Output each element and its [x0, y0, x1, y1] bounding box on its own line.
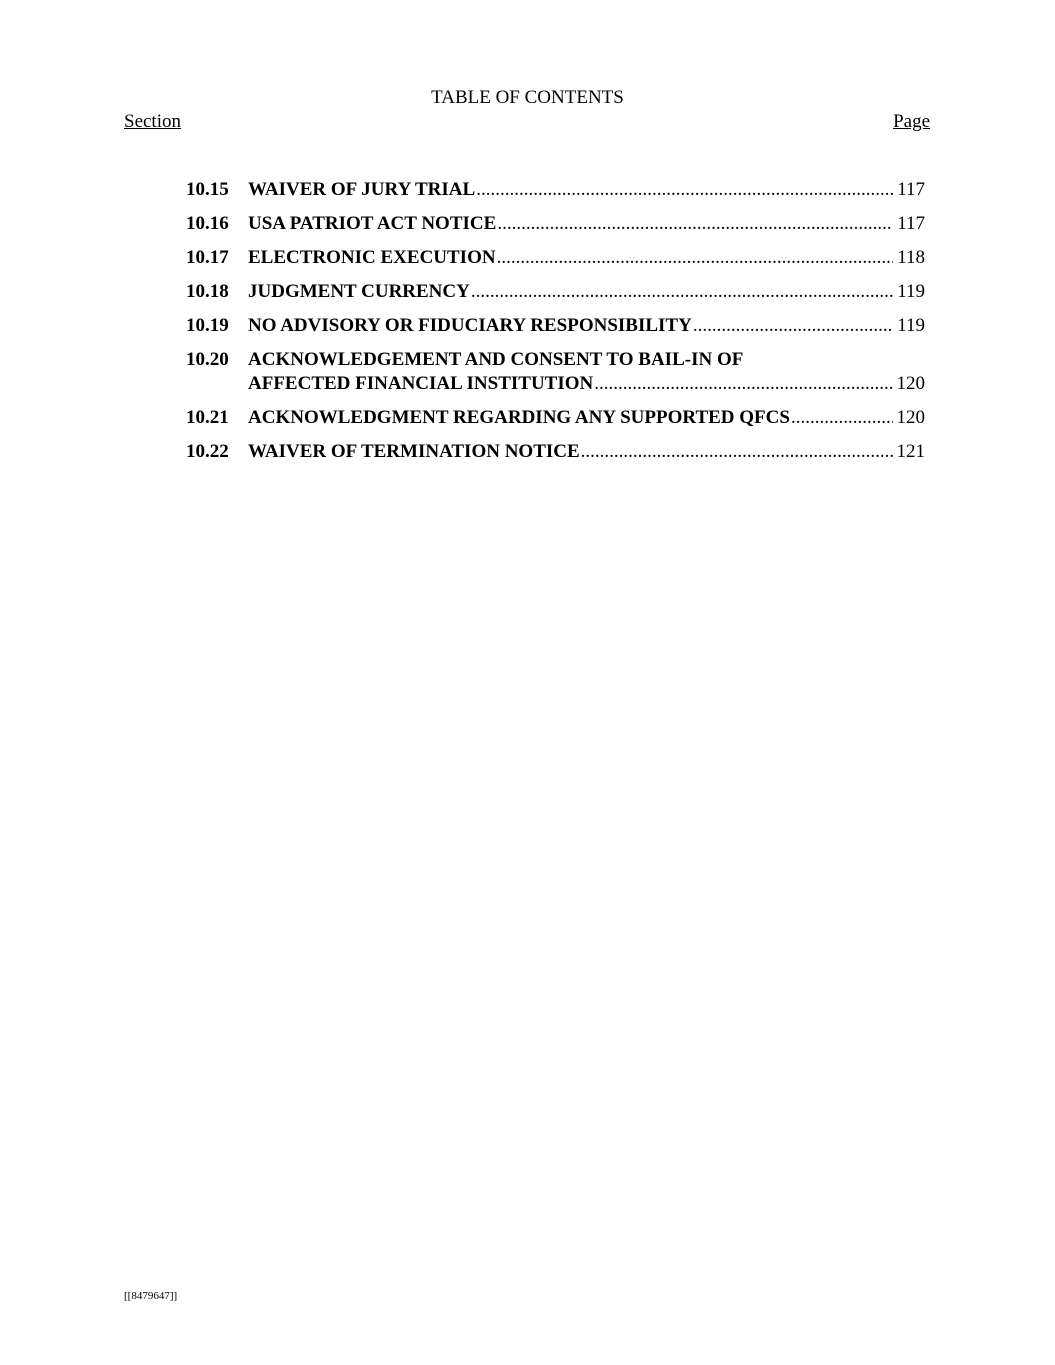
toc-entry-title: ELECTRONIC EXECUTION: [248, 247, 496, 268]
toc-entry[interactable]: [186, 406, 925, 430]
toc-entry-number: 10.17: [186, 247, 229, 268]
toc-entry-number: 10.18: [186, 281, 229, 302]
toc-entry-page: 117: [897, 213, 925, 234]
toc-entry-line: [248, 406, 925, 430]
dot-leader: [791, 406, 893, 430]
dot-leader: [476, 178, 893, 202]
toc-entry-number: 10.20: [186, 349, 229, 370]
toc-entry-number: 10.15: [186, 179, 229, 200]
toc-entry-line: [248, 372, 925, 396]
toc-entry-title: WAIVER OF TERMINATION NOTICE: [248, 441, 580, 462]
toc-entry[interactable]: [186, 212, 925, 236]
toc-entry-page: 119: [897, 281, 925, 302]
toc-entry[interactable]: [186, 178, 925, 202]
toc-entry[interactable]: [186, 348, 925, 396]
toc-entry-number: 10.21: [186, 407, 229, 428]
toc-entry[interactable]: [186, 280, 925, 304]
toc-list: [186, 178, 925, 474]
toc-entry-number: 10.16: [186, 213, 229, 234]
toc-entry-page: 118: [897, 247, 925, 268]
dot-leader: [497, 246, 894, 270]
dot-leader: [581, 440, 893, 464]
toc-entry-line: [248, 212, 925, 236]
toc-entry-line: [248, 314, 925, 338]
toc-entry-title: USA PATRIOT ACT NOTICE: [248, 213, 497, 234]
toc-entry[interactable]: [186, 246, 925, 270]
toc-entry-title-continued: AFFECTED FINANCIAL INSTITUTION: [248, 373, 594, 394]
toc-entry-line: [248, 280, 925, 304]
toc-entry-title: ACKNOWLEDGMENT REGARDING ANY SUPPORTED QFCS: [248, 407, 790, 428]
toc-entry-line: [248, 348, 925, 372]
dot-leader: [594, 372, 892, 396]
toc-entry-line: [248, 178, 925, 202]
toc-entry-title: JUDGMENT CURRENCY: [248, 281, 470, 302]
toc-entry-page: 120: [896, 373, 925, 394]
toc-entry-page: 120: [896, 407, 925, 428]
toc-entry-line: [248, 246, 925, 270]
document-id-footer: [[8479647]]: [124, 1290, 178, 1302]
toc-entry-line: [248, 440, 925, 464]
page-column-header: Page: [893, 111, 930, 132]
toc-entry-number: 10.22: [186, 441, 229, 462]
toc-entry-title: WAIVER OF JURY TRIAL: [248, 179, 476, 200]
toc-entry-page: 121: [896, 441, 925, 462]
toc-entry[interactable]: [186, 440, 925, 464]
toc-entry-title: ACKNOWLEDGEMENT AND CONSENT TO BAIL-IN OF: [248, 349, 744, 370]
toc-entry-page: 119: [897, 315, 925, 336]
dot-leader: [693, 314, 893, 338]
section-column-header: Section: [124, 111, 181, 132]
page-title: TABLE OF CONTENTS: [431, 87, 624, 108]
toc-entry-page: 117: [897, 179, 925, 200]
toc-entry-title: NO ADVISORY OR FIDUCIARY RESPONSIBILITY: [248, 315, 692, 336]
toc-entry[interactable]: [186, 314, 925, 338]
dot-leader: [497, 212, 893, 236]
toc-entry-number: 10.19: [186, 315, 229, 336]
dot-leader: [471, 280, 893, 304]
